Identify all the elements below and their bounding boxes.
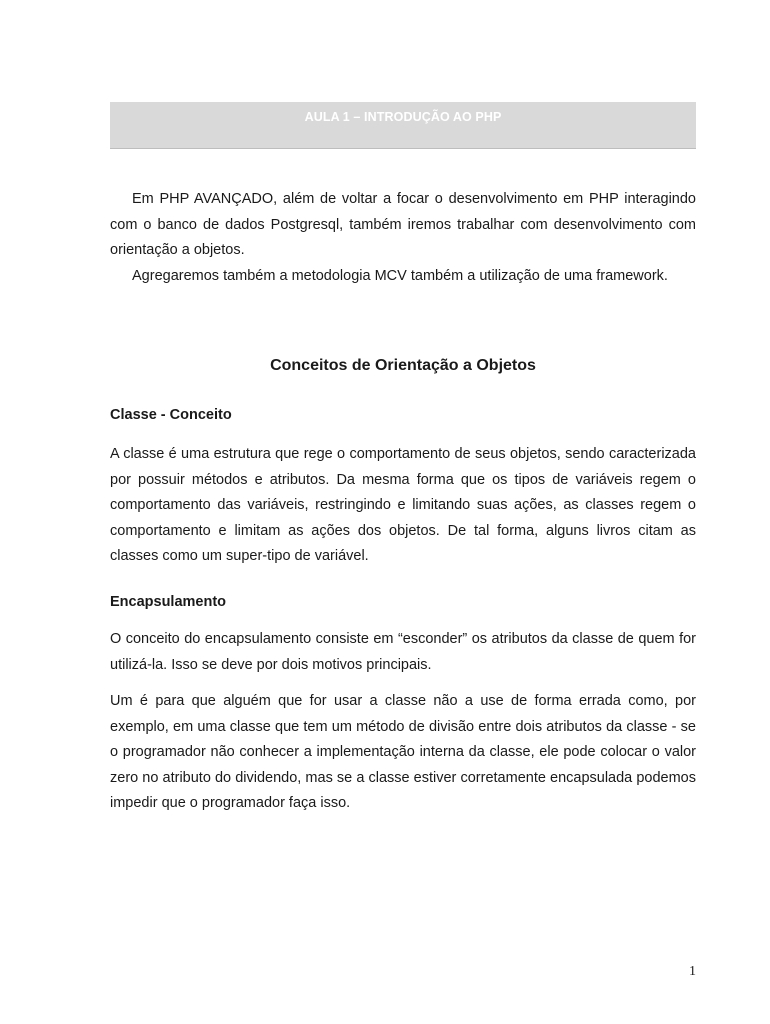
- intro-section: [110, 187, 696, 289]
- section-title: Conceitos de Orientação a Objetos: [270, 357, 536, 374]
- encapsulamento-section-1: [110, 627, 696, 678]
- lesson-header-band: [110, 102, 696, 149]
- encapsulamento-paragraph-1: O conceito do encapsulamento consiste em “esconder” os atributos da classe de quem for utilizá-la. Isso se deve por dois motivos principais.: [110, 631, 696, 673]
- classe-section: [110, 442, 696, 570]
- encapsulamento-heading: Encapsulamento: [110, 594, 227, 610]
- intro-paragraph-2: Agregaremos também a metodologia MCV também a utilização de uma framework.: [132, 267, 668, 284]
- lesson-title: AULA 1 – INTRODUÇÃO AO PHP: [304, 110, 502, 124]
- encapsulamento-paragraph-2: Um é para que alguém que for usar a classe não a use de forma errada como, por exemplo, em uma classe que tem um método de divisão entre dois atributos da classe - se o programador não conhecer a implementação interna da classe, ele pode colocar o valor zero no atributo do dividendo, mas se a classe estiver corretamente encapsulada podemos impedir que o programador faça isso.: [110, 693, 696, 811]
- classe-paragraph: A classe é uma estrutura que rege o comportamento de seus objetos, sendo caracterizada por possuir métodos e atributos. Da mesma forma que os tipos de variáveis regem o comportamento das variáveis, restringindo e limitando suas ações, as classes regem o comportamento e limitam as ações dos objetos. De tal forma, alguns livros citam as classes como um super-tipo de variável.: [110, 446, 696, 564]
- classe-heading: Classe - Conceito: [110, 407, 232, 423]
- encapsulamento-section-2: [110, 689, 696, 817]
- page-number: 1: [689, 964, 696, 979]
- intro-paragraph-1: Em PHP AVANÇADO, além de voltar a focar o desenvolvimento em PHP interagindo com o banco de dados Postgresql, também iremos trabalhar com desenvolvimento com orientação a objetos.: [110, 191, 696, 258]
